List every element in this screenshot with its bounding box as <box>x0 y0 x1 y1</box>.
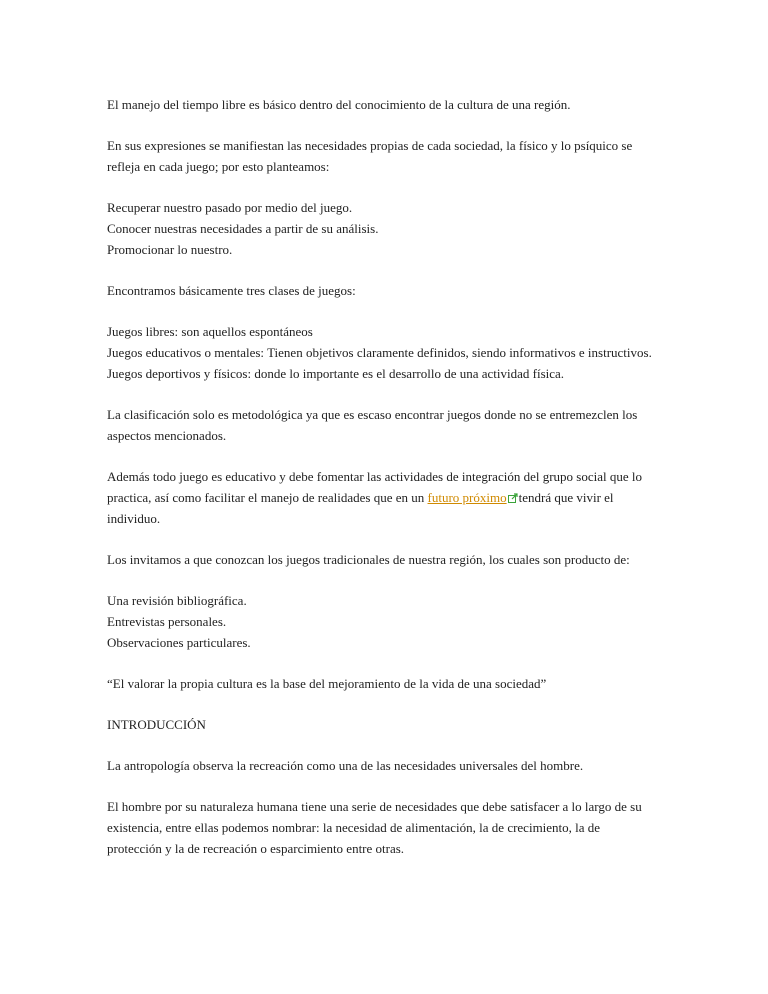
list-item: Observaciones particulares. <box>107 635 251 650</box>
paragraph-antropologia <box>107 755 667 776</box>
text-line: La antropología observa la recreación como una de las necesidades universales del hombre. <box>107 758 584 773</box>
paragraph-educativo <box>107 466 667 529</box>
external-link-icon[interactable] <box>508 493 518 503</box>
paragraph-clases-juegos <box>107 321 667 384</box>
text-line: Encontramos básicamente tres clases de juegos: <box>107 283 356 298</box>
text-segment: practica, así como facilitar el manejo de realidades que en un <box>107 490 428 505</box>
list-item: Juegos deportivos y físicos: donde lo importante es el desarrollo de una actividad física. <box>107 366 565 381</box>
text-line: Además todo juego es educativo y debe fomentar las actividades de integración del grupo social que lo <box>107 469 642 484</box>
text-line: refleja en cada juego; por esto planteamos: <box>107 159 330 174</box>
paragraph-necesidades <box>107 796 667 859</box>
text-line: La clasificación solo es metodológica ya que es escaso encontrar juegos donde no se entremezclen los <box>107 407 638 422</box>
text-line: En sus expresiones se manifiestan las necesidades propias de cada sociedad, la físico y lo psíquico se <box>107 138 633 153</box>
heading-introduccion: INTRODUCCIÓN <box>107 717 206 732</box>
section-heading <box>107 714 667 735</box>
list-item: Promocionar lo nuestro. <box>107 242 233 257</box>
paragraph-clasificacion <box>107 404 667 446</box>
quote-text: “El valorar la propia cultura es la base del mejoramiento de la vida de una sociedad” <box>107 676 547 691</box>
list-item: Una revisión bibliográfica. <box>107 593 247 608</box>
paragraph-expresiones <box>107 135 667 177</box>
paragraph-objetivos <box>107 197 667 260</box>
futuro-proximo-link[interactable]: futuro próximo <box>427 490 507 505</box>
document-page <box>107 94 667 879</box>
list-item: Recuperar nuestro pasado por medio del juego. <box>107 200 353 215</box>
text-line: protección y la de recreación o esparcimiento entre otras. <box>107 841 405 856</box>
list-item: Juegos educativos o mentales: Tienen objetivos claramente definidos, siendo informativos e instructivos. <box>107 345 652 360</box>
paragraph-tiempo-libre <box>107 94 667 115</box>
text-line: individuo. <box>107 511 161 526</box>
paragraph-cita <box>107 673 667 694</box>
text-line: existencia, entre ellas podemos nombrar: la necesidad de alimentación, la de crecimiento, la de <box>107 820 601 835</box>
text-line <box>107 487 667 508</box>
list-item: Juegos libres: son aquellos espontáneos <box>107 324 313 339</box>
paragraph-fuentes <box>107 590 667 653</box>
list-item: Conocer nuestras necesidades a partir de su análisis. <box>107 221 379 236</box>
text-segment: tendrá que vivir el <box>518 490 614 505</box>
paragraph-clases-intro <box>107 280 667 301</box>
text-line: Los invitamos a que conozcan los juegos tradicionales de nuestra región, los cuales son producto de: <box>107 552 630 567</box>
text-line: El manejo del tiempo libre es básico dentro del conocimiento de la cultura de una región. <box>107 97 571 112</box>
text-line: aspectos mencionados. <box>107 428 227 443</box>
text-line: El hombre por su naturaleza humana tiene una serie de necesidades que debe satisfacer a lo largo de su <box>107 799 642 814</box>
list-item: Entrevistas personales. <box>107 614 227 629</box>
paragraph-invitacion <box>107 549 667 570</box>
